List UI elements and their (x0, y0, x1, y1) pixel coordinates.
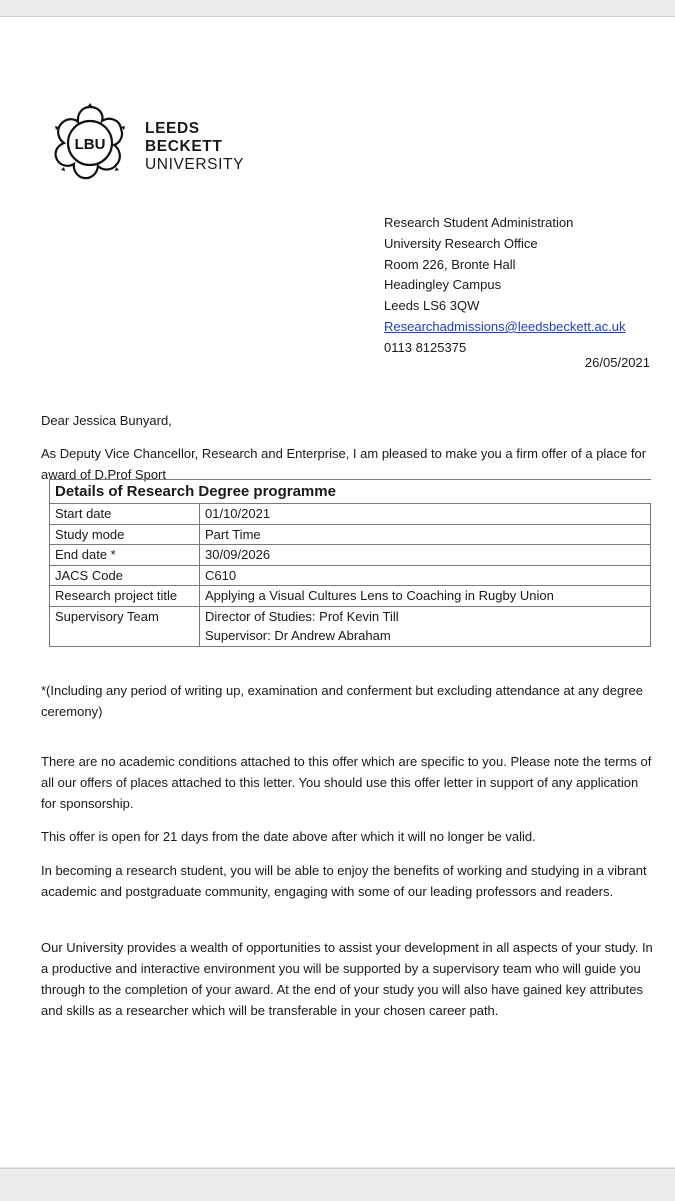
top-edge (0, 0, 675, 17)
bottom-edge (0, 1168, 675, 1201)
email-link[interactable]: Researchadmissions@leedsbeckett.ac.uk (384, 318, 626, 334)
table-row (50, 504, 651, 525)
intro-paragraph: As Deputy Vice Chancellor, Research and Enterprise, I am pleased to make you a firm offer of a place for award of D.Prof Sport (41, 446, 647, 482)
body-paragraph: This offer is open for 21 days from the date above after which it will no longer be valid. (41, 829, 536, 844)
row-value: Part Time (200, 524, 651, 545)
body-paragraph: Our University provides a wealth of opportunities to assist your development in all aspects of your study. In a productive and interactive environment you will be supported by a supervisory team who will guide you through to the completion of your award. At the end of your study you will also have gained key attributes and skills as a researcher which will be transferable in your chosen career path. (41, 940, 653, 1018)
row-value: 01/10/2021 (200, 504, 651, 525)
table-row (50, 524, 651, 545)
row-label: Supervisory Team (50, 606, 200, 646)
row-label: Study mode (50, 524, 200, 545)
rose-crest-icon (50, 103, 130, 183)
row-value: Applying a Visual Cultures Lens to Coaching in Rugby Union (200, 586, 651, 607)
footnote: *(Including any period of writing up, examination and conferment but excluding attendance at any degree ceremony) (41, 683, 643, 719)
programme-details-table (49, 479, 651, 647)
supervisor-line: Director of Studies: Prof Kevin Till (205, 608, 399, 624)
address-line: Room 226, Bronte Hall (384, 256, 516, 272)
table-heading: Details of Research Degree programme (50, 480, 651, 504)
body-paragraph: In becoming a research student, you will be able to enjoy the benefits of working and studying in a vibrant academic and postgraduate community, engaging with some of our leading professors and readers. (41, 863, 647, 899)
row-value: 30/09/2026 (200, 545, 651, 566)
body-paragraph: There are no academic conditions attached to this offer which are specific to you. Please note the terms of all our offers of places attached to this letter. You should use this offer letter in support of any application for sponsorship. (41, 754, 652, 811)
letter-date: 26/05/2021 (584, 355, 650, 370)
row-label: Research project title (50, 586, 200, 607)
address-line: Headingley Campus (384, 277, 502, 293)
supervisor-line: Supervisor: Dr Andrew Abraham (205, 628, 391, 643)
row-value: C610 (200, 565, 651, 586)
row-label: Start date (50, 504, 200, 525)
table-row (50, 586, 651, 607)
table-row (50, 545, 651, 566)
address-line: Leeds LS6 3QW (384, 298, 480, 314)
logo-monogram: LBU (74, 136, 106, 153)
wordmark-line-1: LEEDS (145, 120, 200, 137)
row-label: End date * (50, 545, 200, 566)
salutation: Dear Jessica Bunyard, (41, 413, 172, 428)
table-row (50, 565, 651, 586)
row-value (200, 606, 651, 646)
row-label: JACS Code (50, 565, 200, 586)
sender-address (384, 213, 626, 359)
table-row (50, 606, 651, 646)
phone-number: 0113 8125375 (384, 339, 467, 355)
university-wordmark (145, 120, 244, 174)
wordmark-line-3: UNIVERSITY (145, 156, 245, 173)
address-line: Research Student Administration (384, 215, 574, 230)
address-line: University Research Office (384, 235, 538, 251)
wordmark-line-2: BECKETT (145, 138, 223, 155)
